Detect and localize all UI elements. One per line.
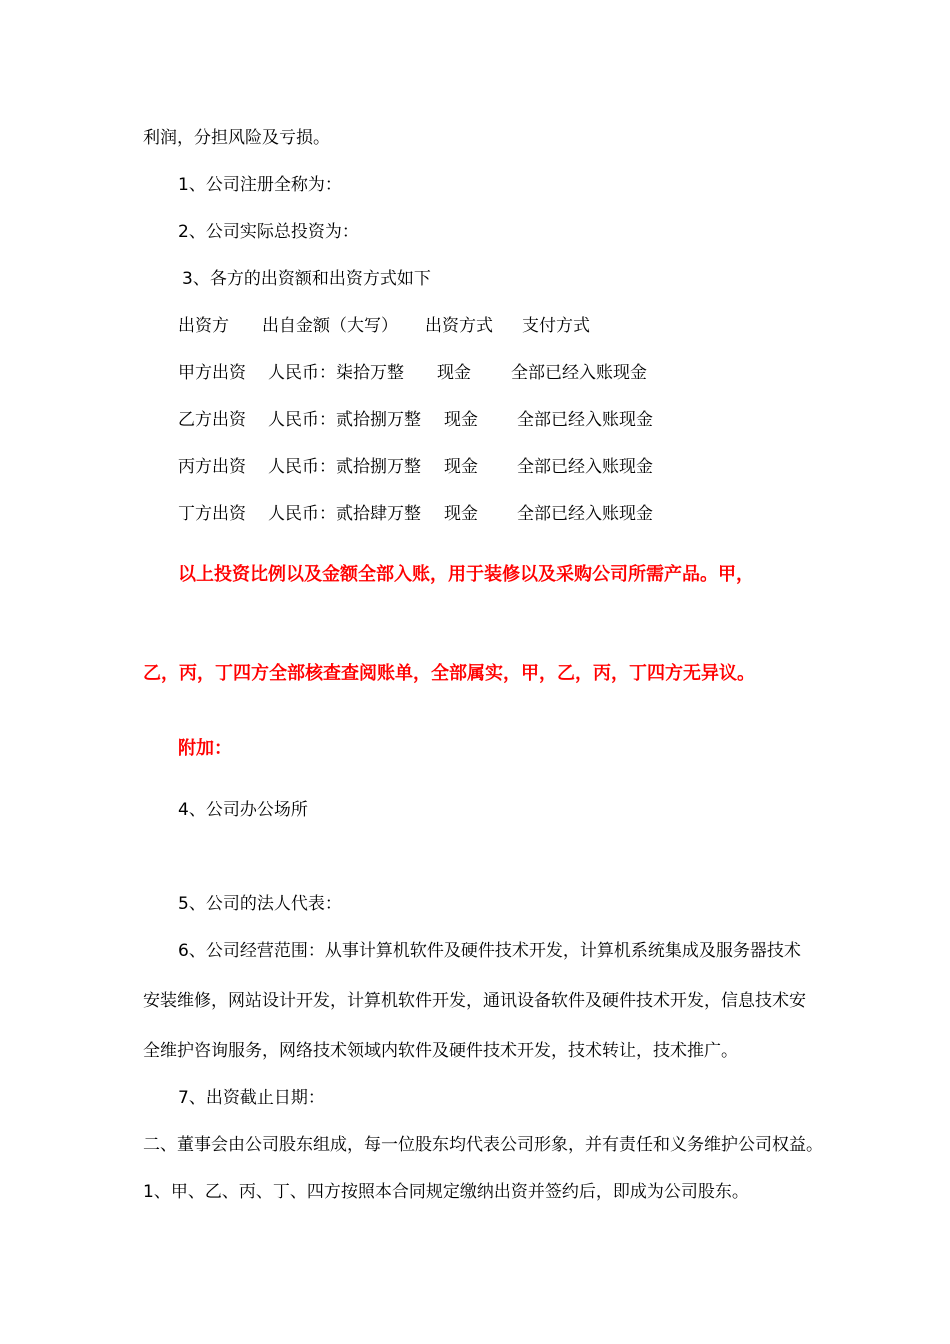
header-amount: 出自金额（大写）: [262, 316, 398, 336]
row-payment: 全部已经入账现金: [517, 410, 653, 430]
item-total-investment: 2、公司实际总投资为：: [178, 222, 359, 242]
item-legal-rep: 5、公司的法人代表：: [178, 894, 342, 914]
row-investor: 丙方出资: [178, 457, 246, 477]
row-payment: 全部已经入账现金: [511, 363, 647, 383]
notice-line-1: 以上投资比例以及金额全部入账，用于装修以及采购公司所需产品。甲，: [178, 564, 754, 585]
row-method: 现金: [444, 457, 478, 477]
item-shareholder: 1、甲、乙、丙、丁、四方按照本合同规定缴纳出资并签约后，即成为公司股东。: [143, 1182, 749, 1202]
section-board: 二、董事会由公司股东组成，每一位股东均代表公司形象，并有责任和义务维护公司权益。: [143, 1135, 823, 1155]
notice-line-2: 乙，丙，丁四方全部核查查阅账单，全部属实，甲，乙，丙，丁四方无异议。: [143, 663, 755, 684]
row-method: 现金: [437, 363, 471, 383]
row-investor: 乙方出资: [178, 410, 246, 430]
item-scope-line-1: 6、公司经营范围：从事计算机软件及硬件技术开发，计算机系统集成及服务器技术: [178, 941, 801, 961]
row-investor: 甲方出资: [178, 363, 246, 383]
addendum-heading: 附加：: [178, 738, 232, 759]
header-investor: 出资方: [178, 316, 229, 336]
header-payment: 支付方式: [522, 316, 590, 336]
row-method: 现金: [444, 410, 478, 430]
row-payment: 全部已经入账现金: [517, 457, 653, 477]
item-office: 4、公司办公场所: [178, 800, 308, 820]
row-investor: 丁方出资: [178, 504, 246, 524]
row-amount: 人民币：柒拾万整: [268, 363, 404, 383]
item-contribution-intro: 3、各方的出资额和出资方式如下: [182, 269, 431, 289]
paragraph-profit: 利润，分担风险及亏损。: [143, 128, 330, 148]
item-registered-name: 1、公司注册全称为：: [178, 175, 342, 195]
item-scope-line-3: 全维护咨询服务，网络技术领域内软件及硬件技术开发，技术转让，技术推广。: [143, 1041, 738, 1061]
row-method: 现金: [444, 504, 478, 524]
row-amount: 人民币：贰拾捌万整: [268, 410, 421, 430]
row-amount: 人民币：贰拾捌万整: [268, 457, 421, 477]
row-payment: 全部已经入账现金: [517, 504, 653, 524]
header-method: 出资方式: [425, 316, 493, 336]
row-amount: 人民币：贰拾肆万整: [268, 504, 421, 524]
item-deadline: 7、出资截止日期：: [178, 1088, 325, 1108]
item-scope-line-2: 安装维修，网站设计开发，计算机软件开发，通讯设备软件及硬件技术开发，信息技术安: [143, 991, 806, 1011]
